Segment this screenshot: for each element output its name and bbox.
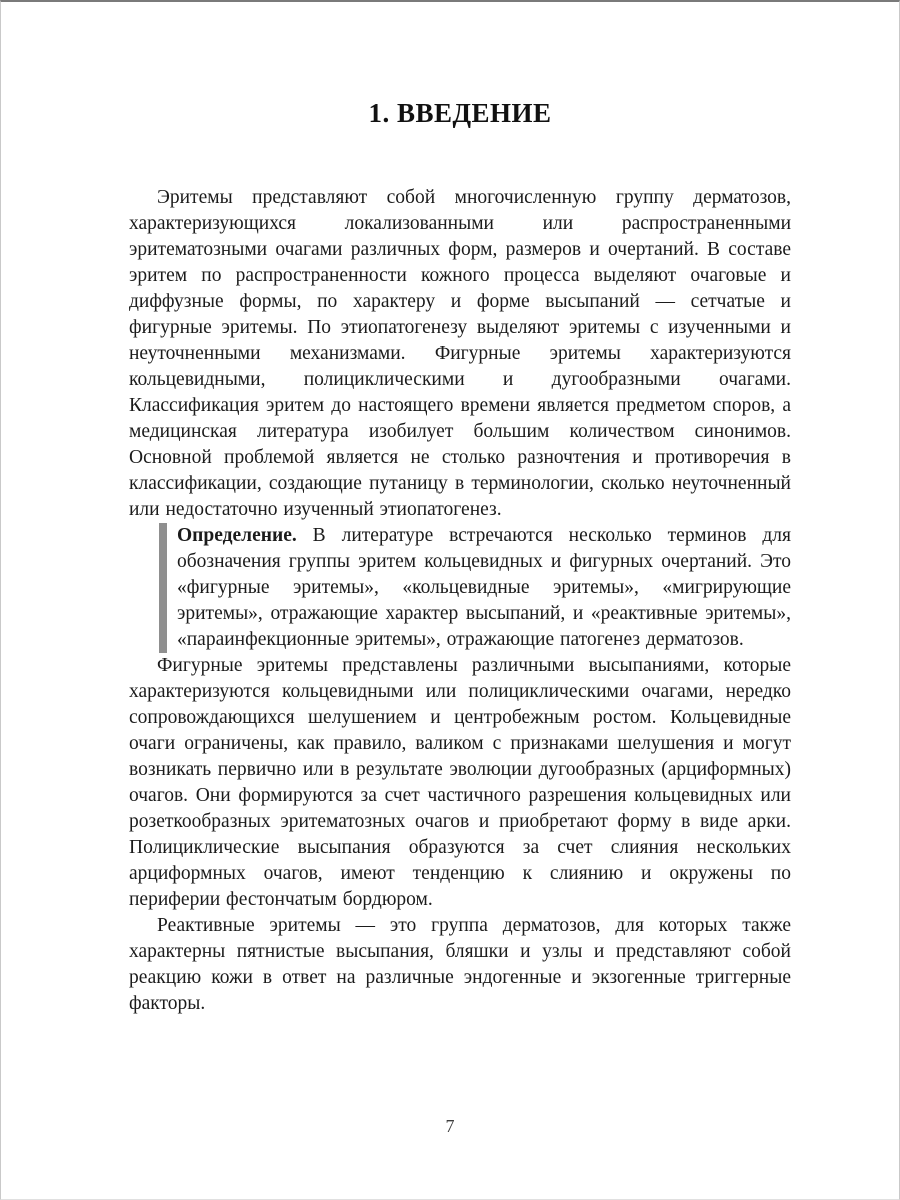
page-title: 1. ВВЕДЕНИЕ	[368, 98, 552, 128]
paragraph-reactive-erythemas: Реактивные эритемы — это группа дерматозов, для которых также характерны пятнистые высыпания, бляшки и узлы и представляют собой реакцию кожи в ответ на различные эндогенные и экзогенные триггерные факторы.	[129, 915, 791, 1014]
page-content	[1, 2, 899, 1017]
body-text	[129, 185, 791, 1017]
definition-bar	[159, 523, 167, 653]
definition-body: В литературе встречаются несколько терминов для обозначения группы эритем кольцевидных и фигурных очертаний. Это «фигурные эритемы», «кольцевидные эритемы», «мигрирующие эритемы», отражающие характер высыпаний, и «реактивные эритемы», «параинфекционные эритемы», отражающие патогенез дерматозов.	[177, 525, 791, 650]
definition-text	[177, 523, 791, 653]
definition-block	[159, 523, 791, 653]
definition-label: Определение.	[177, 525, 297, 546]
paragraph-figured-erythemas: Фигурные эритемы представлены различными высыпаниями, которые характеризуются кольцевидными или полициклическими очагами, нередко сопровождающихся шелушением и центробежным ростом. Кольцевидные очаги ограничены, как правило, валиком с признаками шелушения и могут возникать первично или в результате эволюции дугообразных (арциформных) очагов. Они формируются за счет частичного разрешения кольцевидных или розеткообразных эритематозных очагов и приобретают форму в виде арки. Полициклические высыпания образуются за счет слияния нескольких арциформных очагов, имеют тенденцию к слиянию и окружены по периферии фестончатым бордюром.	[129, 655, 791, 910]
paragraph-intro: Эритемы представляют собой многочисленную группу дерматозов, характеризующихся локализованными или распространенными эритематозными очагами различных форм, размеров и очертаний. В составе эритем по распространенности кожного процесса выделяют очаговые и диффузные формы, по характеру и форме высыпаний — сетчатые и фигурные эритемы. По этиопатогенезу выделяют эритемы с изученными и неуточненными механизмами. Фигурные эритемы характеризуются кольцевидными, полициклическими и дугообразными очагами. Классификация эритем до настоящего времени является предметом споров, а медицинская литература изобилует большим количеством синонимов. Основной проблемой является не столько разночтения и противоречия в классификации, создающие путаницу в терминологии, сколько неуточненный или недостаточно изученный этиопатогенез.	[129, 187, 791, 520]
page-number: 7	[445, 1116, 455, 1136]
